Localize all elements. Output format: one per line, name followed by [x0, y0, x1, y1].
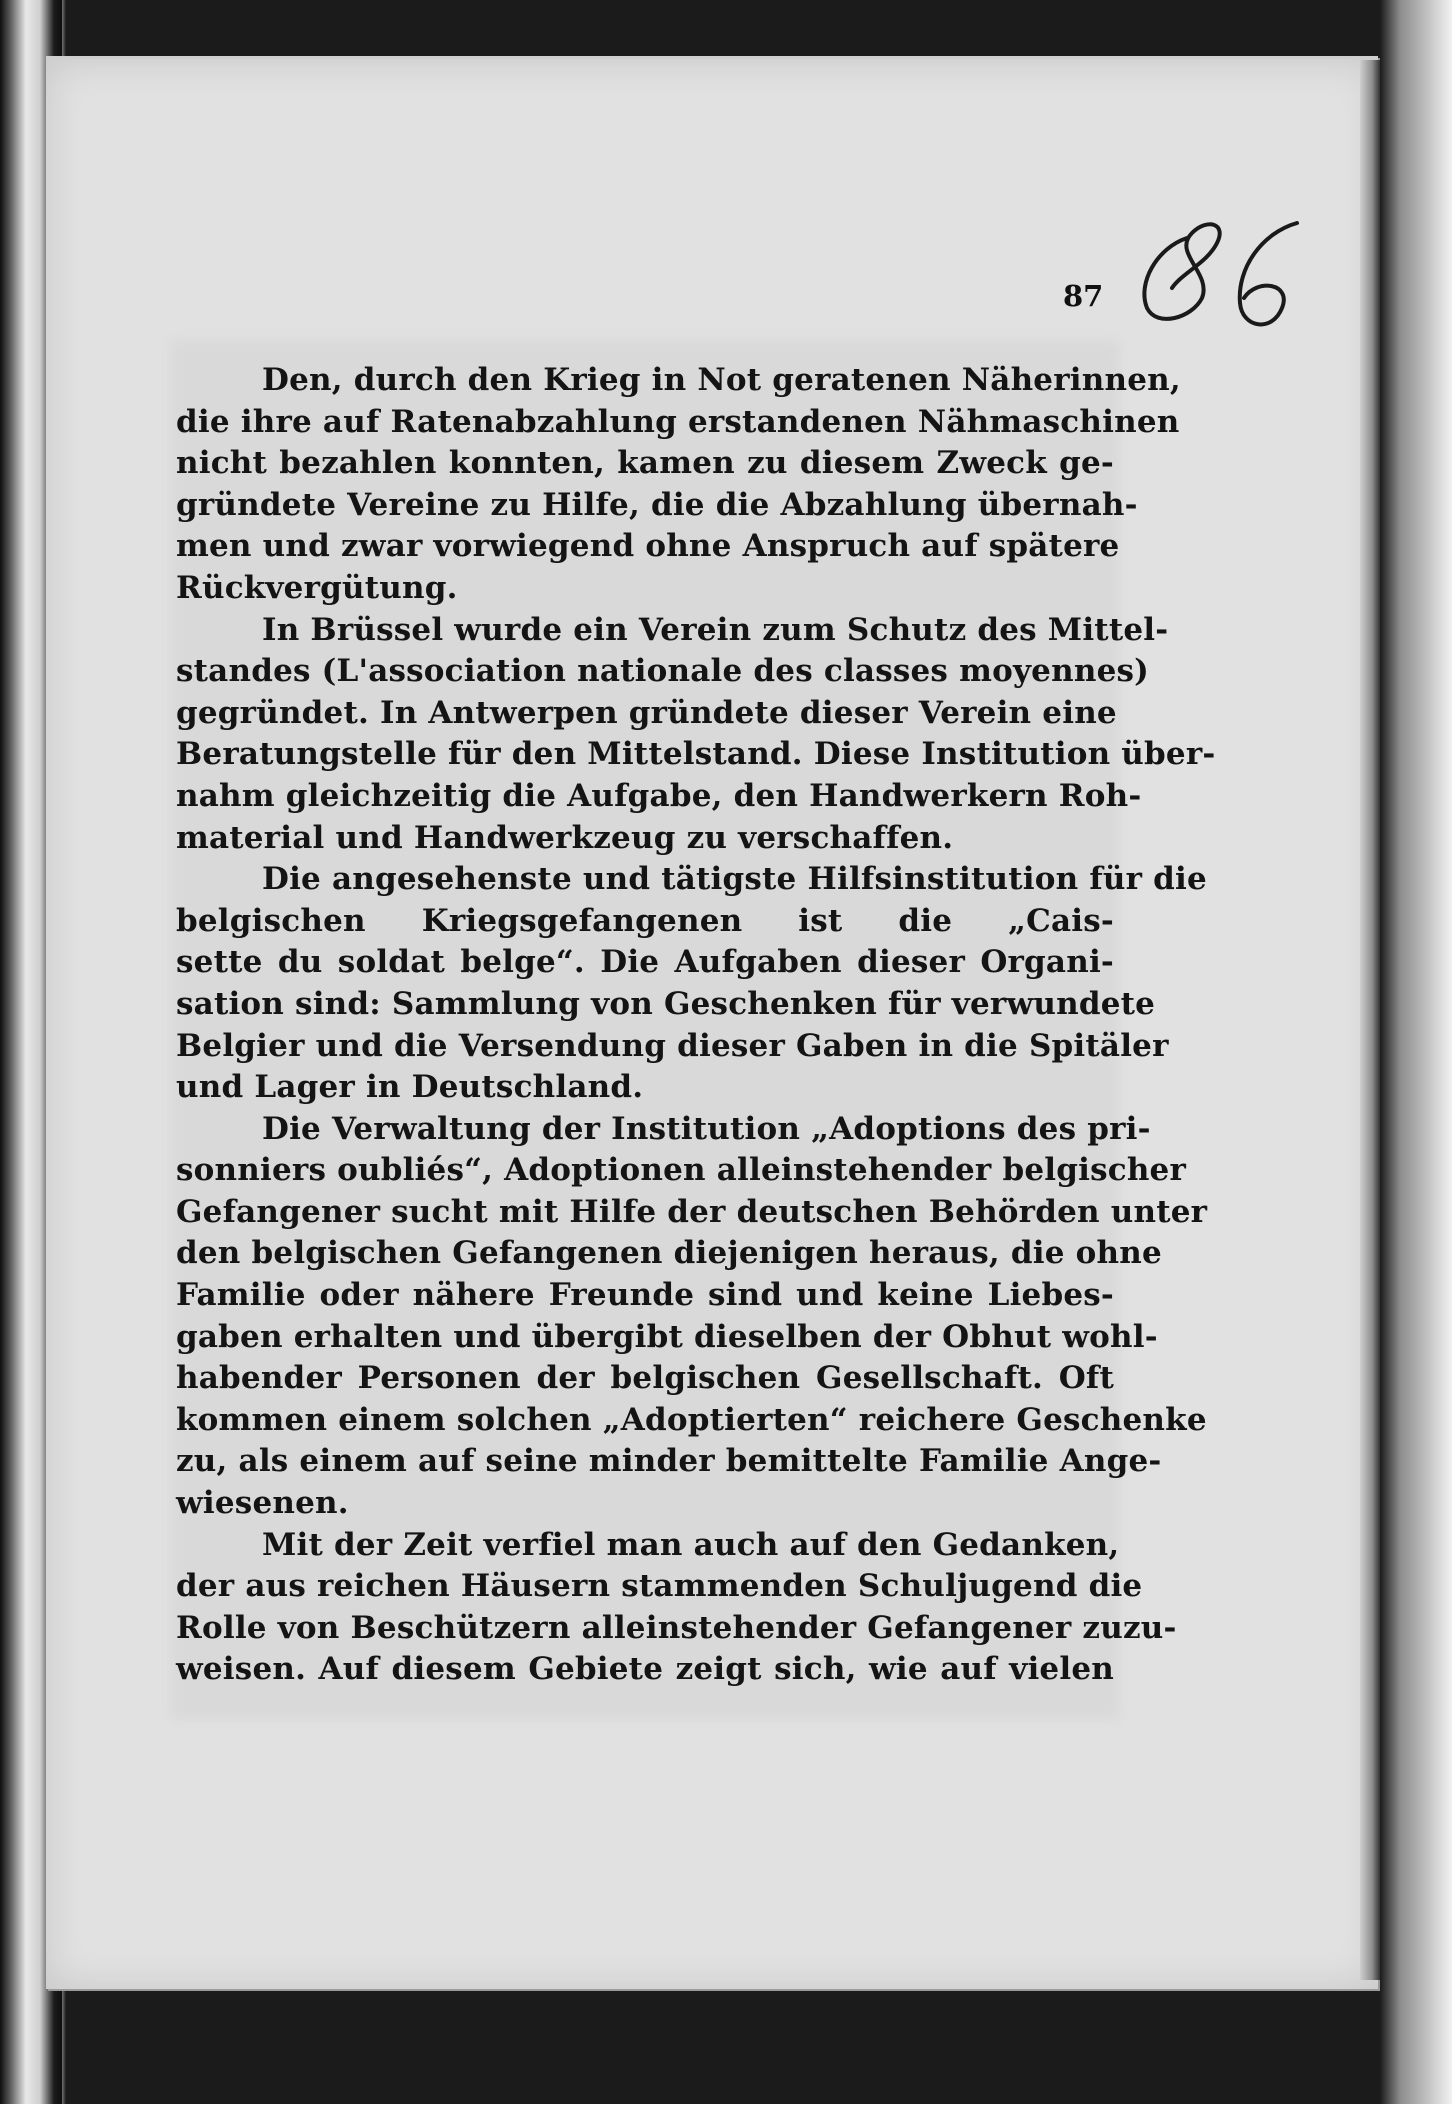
text-line: belgischen Kriegsgefangenen ist die „Cais- [176, 902, 1114, 939]
text-line: Den, durch den Krieg in Not geratenen Näherinnen, [262, 362, 1181, 398]
text-line: Die angesehenste und tätigste Hilfsinstitution für die [262, 861, 1207, 898]
text-line: Die Verwaltung der Institution „Adoptions des pri- [262, 1110, 1151, 1147]
handwritten-folio-number [1132, 208, 1302, 338]
page-number: 87 [1063, 279, 1104, 313]
page-edge [1360, 60, 1380, 1980]
text-line: nahm gleichzeitig die Aufgabe, den Handwerkern Roh- [176, 777, 1142, 814]
text-line: Familie oder nähere Freunde sind und keine Liebes- [176, 1277, 1114, 1314]
paragraph-4 [176, 1109, 1208, 1525]
text-line: Belgier und die Versendung dieser Gaben in die Spitäler [176, 1027, 1169, 1064]
text-line: und Lager in Deutschland. [176, 1069, 644, 1106]
text-line: gründete Vereine zu Hilfe, die die Abzahlung übernah- [176, 486, 1138, 523]
text-line: der aus reichen Häusern stammenden Schuljugend die [176, 1568, 1143, 1605]
text-line: gegründet. In Antwerpen gründete dieser Verein eine [176, 694, 1117, 731]
paragraph-1 [176, 360, 1181, 610]
text-line: sation sind: Sammlung von Geschenken für verwundete [176, 985, 1156, 1022]
text-line: sette du soldat belge“. Die Aufgaben dieser Organi- [176, 944, 1114, 981]
text-line: sonniers oubliés“, Adoptionen alleinstehender belgischer [176, 1152, 1187, 1189]
paragraph-3 [176, 859, 1207, 1109]
text-line: standes (L'association nationale des classes moyennes) [176, 653, 1150, 690]
text-line: Rolle von Beschützern alleinstehender Gefangener zuzu- [176, 1609, 1177, 1646]
text-line: weisen. Auf diesem Gebiete zeigt sich, wie auf vielen [176, 1651, 1114, 1688]
text-line: In Brüssel wurde ein Verein zum Schutz des Mittel- [262, 611, 1169, 648]
text-line: zu, als einem auf seine minder bemittelte Familie Ange- [176, 1443, 1162, 1480]
paragraph-5 [176, 1525, 1177, 1691]
text-line: Mit der Zeit verfiel man auch auf den Gedanken, [262, 1526, 1120, 1563]
paragraph-2 [176, 610, 1216, 860]
text-line: Beratungstelle für den Mittelstand. Diese Institution über- [176, 736, 1216, 773]
text-line: Gefangener sucht mit Hilfe der deutschen Behörden unter [176, 1193, 1208, 1230]
text-line: kommen einem solchen „Adoptierten“ reichere Geschenke [176, 1401, 1207, 1438]
text-line: gaben erhalten und übergibt dieselben der Obhut wohl- [176, 1318, 1158, 1355]
text-line: wiesenen. [176, 1485, 349, 1522]
body-text [176, 360, 1216, 1691]
text-line: material und Handwerkzeug zu verschaffen. [176, 819, 954, 856]
text-line: men und zwar vorwiegend ohne Anspruch auf spätere [176, 528, 1120, 565]
text-line: die ihre auf Ratenabzahlung erstandenen Nähmaschinen [176, 403, 1180, 440]
text-line: nicht bezahlen konnten, kamen zu diesem Zweck ge- [176, 445, 1114, 482]
text-line: Rückvergütung. [176, 569, 458, 606]
text-line: habender Personen der belgischen Gesellschaft. Oft [176, 1360, 1114, 1397]
text-line: den belgischen Gefangenen diejenigen heraus, die ohne [176, 1235, 1162, 1272]
